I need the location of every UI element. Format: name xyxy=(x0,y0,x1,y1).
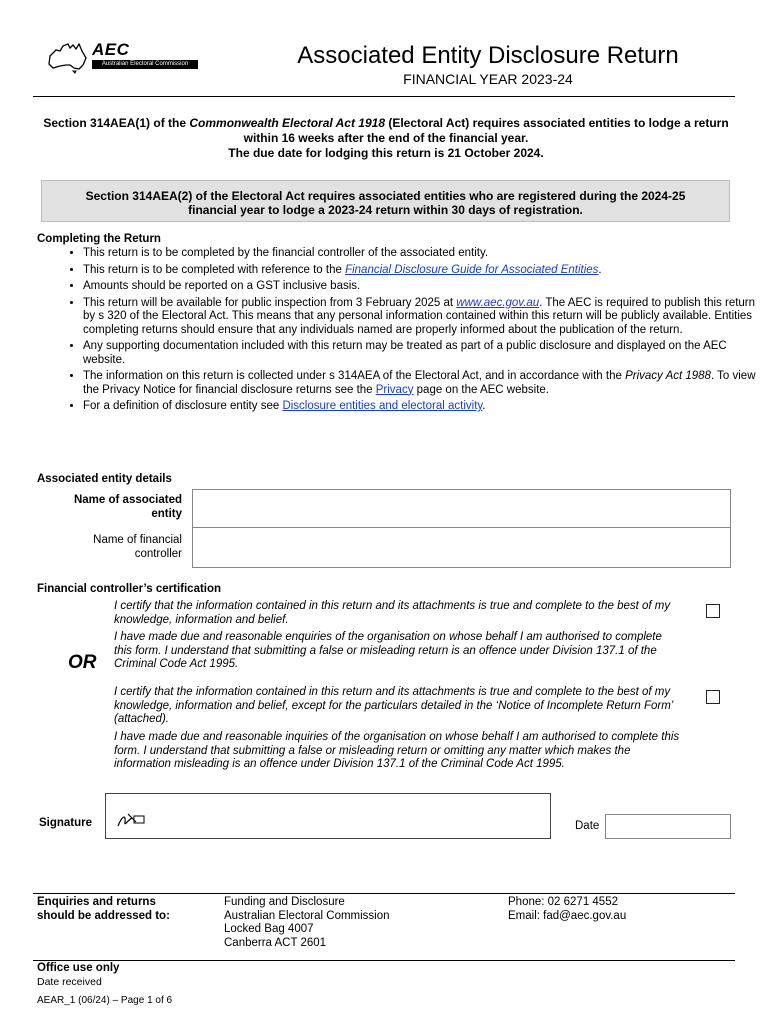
australia-map-icon xyxy=(46,40,88,74)
logo-text: AEC xyxy=(92,40,130,59)
contact-details xyxy=(508,896,626,923)
or-separator: OR xyxy=(68,652,97,673)
header-divider xyxy=(33,96,735,97)
list-item: • Amounts should be reported on a GST inclusive basis. xyxy=(83,280,763,294)
certification-statement-1: I certify that the information contained in this return and its attachments is true and complete to the best of my knowledge, information and belief. xyxy=(114,600,671,626)
guide-link[interactable]: Financial Disclosure Guide for Associated Entities xyxy=(345,263,599,276)
list-item: • Any supporting documentation included with this return may be treated as part of a public disclosure and displayed on the AEC website. xyxy=(83,340,763,367)
enquiries-label: Enquiries and returns should be addressed to: xyxy=(37,896,170,922)
signature-field[interactable] xyxy=(105,793,551,839)
certification-statement-2b: I have made due and reasonable inquiries of the organisation on whose behalf I am authorised to complete this form. I understand that submitting a false or misleading return or omitting any matter which makes the information misleading is an offence under Division 137.1 of the Criminal Code Act 1995. xyxy=(114,731,680,770)
certification-1-checkbox[interactable] xyxy=(706,604,720,618)
entity-details-heading: Associated entity details xyxy=(37,473,172,485)
aec-website-link[interactable]: www.aec.gov.au xyxy=(456,296,540,309)
logo-subtext: Australian Electoral Commission xyxy=(92,60,198,69)
controller-name-label: Name of financial controller xyxy=(93,534,182,560)
entity-name-label: Name of associated entity xyxy=(73,494,182,520)
signature-label: Signature xyxy=(39,817,93,829)
act-name: Commonwealth Electoral Act 1918 xyxy=(189,116,385,130)
phone-number: Phone: 02 6271 4552 xyxy=(508,896,618,908)
instructions-list xyxy=(58,247,763,417)
intro-text: Section 314AEA(1) of the Commonwealth Electoral Act 1918 (Electoral Act) requires associated entities to lodge a return within 16 weeks after the end of the financial year. The due date for lodging this return is 21 October 2024. xyxy=(43,116,729,160)
email-address: Email: fad@aec.gov.au xyxy=(508,909,627,922)
certification-heading: Financial controller’s certification xyxy=(37,583,222,595)
page-title: Associated Entity Disclosure Return xyxy=(297,42,679,69)
certification-2-checkbox[interactable] xyxy=(706,690,720,704)
list-item: • This return is to be completed by the financial controller of the associated entity. xyxy=(83,247,763,261)
office-divider xyxy=(33,960,735,961)
certification-statement-1b: I have made due and reasonable enquiries of the organisation on whose behalf I am authorised to complete this form. I understand that submitting a false or misleading return is an offence under Division 137.1 of the Criminal Code Act 1995. xyxy=(114,631,662,670)
privacy-link[interactable]: Privacy xyxy=(375,383,414,396)
certification-statement-2: I certify that the information contained in this return and its attachments is true and complete to the best of my knowledge, information and belief, except for the particulars detailed in the ‘Notice of Incomplete Return Form’ (attached). xyxy=(114,686,673,725)
pen-signature-icon xyxy=(116,810,146,830)
postal-address: Funding and Disclosure Australian Electoral Commission Locked Bag 4007 Canberra ACT 2601 xyxy=(224,896,390,949)
date-label: Date xyxy=(575,820,600,832)
page-footer: AEAR_1 (06/24) – Page 1 of 6 xyxy=(37,995,173,1006)
registration-notice: Section 314AEA(2) of the Electoral Act requires associated entities who are registered during the 2024-25 financial year to lodge a 2023-24 return within 30 days of registration. xyxy=(41,180,730,222)
controller-name-field[interactable] xyxy=(192,527,731,568)
list-item: • The information on this return is collected under s 314AEA of the Electoral Act, and in accordance with the Privacy Act 1988. To view the Privacy Notice for financial disclosure returns see the Privacy page on the AEC website. xyxy=(83,370,763,397)
date-received-label: Date received xyxy=(37,976,102,988)
date-field[interactable] xyxy=(605,814,731,839)
list-item: • This return is to be completed with reference to the Financial Disclosure Guide for Associated Entities. xyxy=(83,264,763,278)
list-item: • For a definition of disclosure entity see Disclosure entities and electoral activity. xyxy=(83,400,763,414)
due-date: The due date for lodging this return is 21 October 2024. xyxy=(228,146,544,160)
list-item: • This return will be available for public inspection from 3 February 2025 at www.aec.gov.au. The AEC is required to publish this return by s 320 of the Electoral Act. This means that any personal information contained within this return will be publicly available. Entities completing returns should ensure that any individuals named are properly informed about the publication of the return. xyxy=(83,297,763,338)
office-use-heading: Office use only xyxy=(37,962,120,974)
disclosure-entities-link[interactable]: Disclosure entities and electoral activity xyxy=(282,400,483,412)
completing-heading: Completing the Return xyxy=(37,233,161,245)
enquiries-divider xyxy=(33,893,735,894)
page-subtitle: FINANCIAL YEAR 2023-24 xyxy=(403,71,573,87)
entity-name-field[interactable] xyxy=(192,489,731,528)
